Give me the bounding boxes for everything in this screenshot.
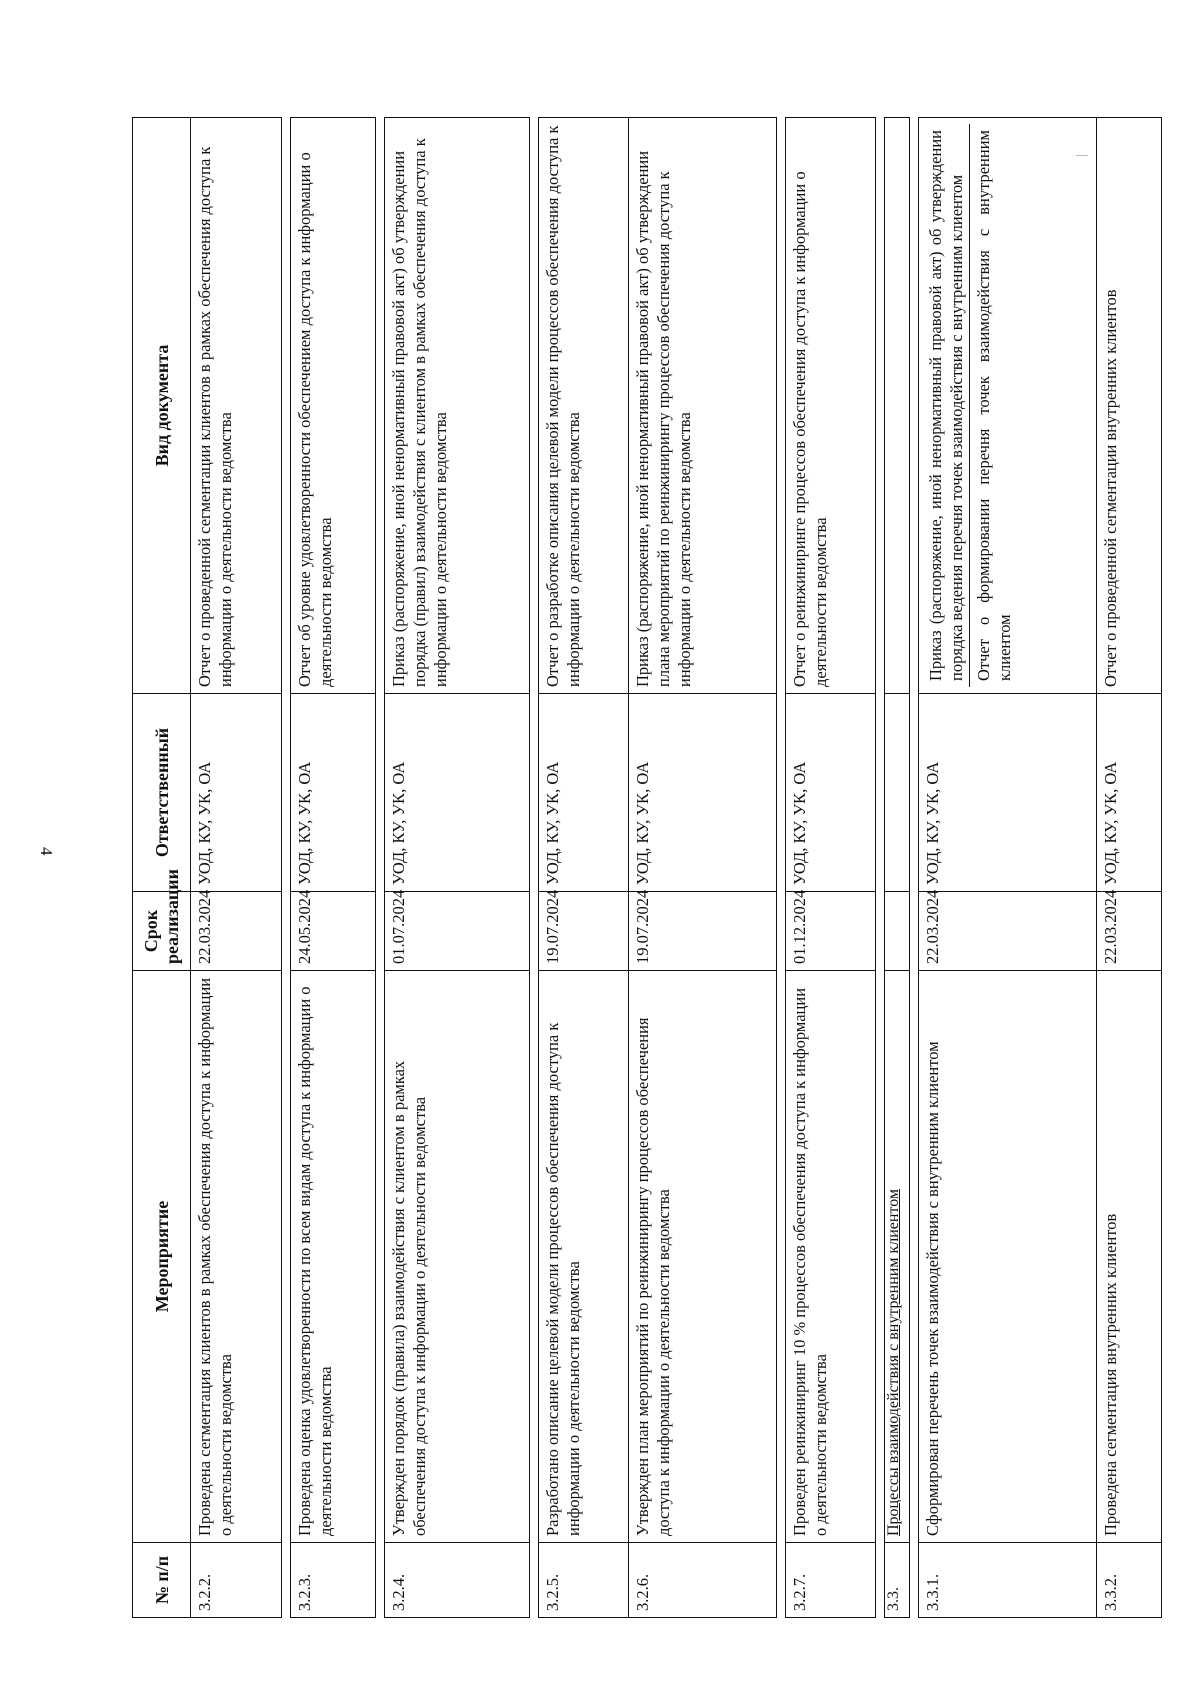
row-event: Разработано описание целевой модели процессов обеспечения доступа к информации о деятельности ведомства (538, 971, 629, 1543)
row-deadline: 19.07.2024 (629, 892, 776, 971)
table-row (191, 118, 282, 1618)
row-event: Сформирован перечень точек взаимодействия с внутренним клиентом (918, 971, 1096, 1543)
doc-type-report: Отчет о формировании перечня точек взаимодействия с внутренним клиентом (974, 130, 1015, 681)
row-event: Проведена сегментация внутренних клиентов (1097, 971, 1162, 1543)
table-row (290, 118, 375, 1618)
row-doc-type: Отчет о разработке описания целевой модели процессов обеспечения доступа к информации о деятельности ведомства (538, 118, 629, 694)
row-deadline: 01.07.2024 (384, 892, 529, 971)
row-spacer (375, 118, 384, 1618)
row-responsible: УОД, КУ, УК, ОА (785, 694, 876, 892)
row-doc-type: Приказ (распоряжение, иной ненормативный правовой акт) об утверждении плана мероприятий по реинжинирингу процессов обеспечения доступа к информации о деятельности ведомства (629, 118, 776, 694)
row-doc-type: Отчет о реинжиниринге процессов обеспечения доступа к информации о деятельности ведомства (785, 118, 876, 694)
section-title: Процессы взаимодействия с внутренним клиентом (885, 971, 910, 1543)
row-doc-type: Отчет о проведенной сегментации внутренних клиентов (1097, 118, 1162, 694)
row-num: 3.2.5. (538, 1543, 629, 1618)
table-row (538, 118, 629, 1618)
table-row (629, 118, 776, 1618)
row-doc-type: Отчет о проведенной сегментации клиентов в рамках обеспечения доступа к информации о деятельности ведомства (191, 118, 282, 694)
table-row (918, 118, 1096, 1618)
row-event: Проведена оценка удовлетворенности по всем видам доступа к информации о деятельности ведомства (290, 971, 375, 1543)
row-doc-type: Приказ (распоряжение, иной ненормативный правовой акт) об утверждении порядка (правил) взаимодействия с клиентом в рамках обеспечения доступа к информации о деятельности ведомства (384, 118, 529, 694)
page-number: 4 (37, 847, 56, 856)
row-responsible: УОД, КУ, УК, ОА (290, 694, 375, 892)
row-event: Проведен реинжиниринг 10 % процессов обеспечения доступа к информации о деятельности ведомства (785, 971, 876, 1543)
row-spacer (909, 118, 918, 1618)
rotated-page-content (132, 118, 1162, 1618)
row-responsible: УОД, КУ, УК, ОА (918, 694, 1096, 892)
row-deadline: 19.07.2024 (538, 892, 629, 971)
row-event: Утвержден порядок (правила) взаимодействия с клиентом в рамках обеспечения доступа к информации о деятельности ведомства (384, 971, 529, 1543)
row-event: Утвержден план мероприятий по реинжинирингу процессов обеспечения доступа к информации о деятельности ведомства (629, 971, 776, 1543)
row-spacer (529, 118, 538, 1618)
header-doc-type: Вид документа (133, 118, 191, 694)
row-deadline: 22.03.2024 (191, 892, 282, 971)
row-num: 3.2.3. (290, 1543, 375, 1618)
row-num: 3.3.2. (1097, 1543, 1162, 1618)
header-event: Мероприятие (133, 971, 191, 1543)
row-spacer (876, 118, 885, 1618)
row-responsible: УОД, КУ, УК, ОА (384, 694, 529, 892)
table-row (785, 118, 876, 1618)
row-deadline: 24.05.2024 (290, 892, 375, 971)
row-responsible: УОД, КУ, УК, ОА (538, 694, 629, 892)
row-event: Проведена сегментация клиентов в рамках обеспечения доступа к информации о деятельности ведомства (191, 971, 282, 1543)
header-num: № п/п (133, 1543, 191, 1618)
section-num: 3.3. (885, 1543, 910, 1618)
row-num: 3.3.1. (918, 1543, 1096, 1618)
table-header-row (133, 118, 191, 1618)
doc-type-order: Приказ (распоряжение, иной ненормативный правовой акт) об утверждении порядка ведения перечня точек взаимодействия с внутренним клиентом (922, 124, 970, 687)
row-doc-type: Отчет об уровне удовлетворенности обеспечением доступа к информации о деятельности ведомства (290, 118, 375, 694)
header-responsible: Ответственный (133, 694, 191, 892)
row-responsible: УОД, КУ, УК, ОА (191, 694, 282, 892)
header-deadline: Срок реализации (133, 892, 191, 971)
row-responsible: УОД, КУ, УК, ОА (629, 694, 776, 892)
row-spacer (776, 118, 785, 1618)
row-num: 3.2.6. (629, 1543, 776, 1618)
row-doc-type (918, 118, 1096, 694)
row-deadline: 01.12.2024 (785, 892, 876, 971)
row-num: 3.2.2. (191, 1543, 282, 1618)
row-num: 3.2.7. (785, 1543, 876, 1618)
row-num: 3.2.4. (384, 1543, 529, 1618)
row-spacer (281, 118, 290, 1618)
section-row (885, 118, 910, 1618)
row-deadline: 22.03.2024 (1097, 892, 1162, 971)
table-row (1097, 118, 1162, 1618)
row-deadline: 22.03.2024 (918, 892, 1096, 971)
table-row (384, 118, 529, 1618)
row-responsible: УОД, КУ, УК, ОА (1097, 694, 1162, 892)
plan-table (132, 117, 1162, 1618)
